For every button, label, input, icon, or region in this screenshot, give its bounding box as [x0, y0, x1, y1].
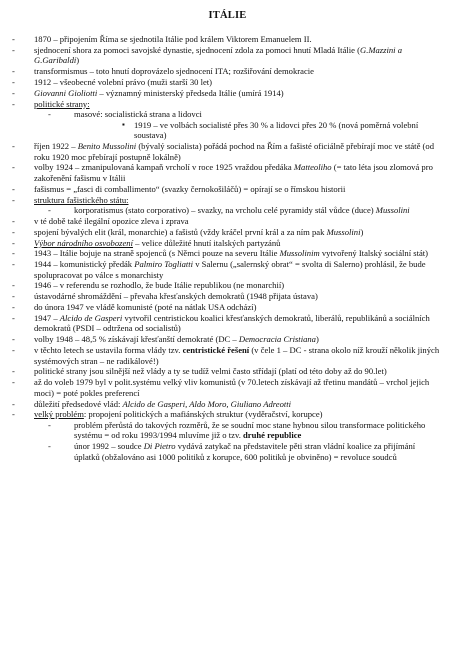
- sub-list-item: - únor 1992 – soudce Di Pietro vydává zatykač na představitele pěti stran vládní koalice za přijímání úplatků (obžalováno asi 1000 politiků z korupce, 600 politiků je obviněno) = revoluce soudců: [34, 441, 442, 462]
- sub-list-item: - masové: socialistická strana a lidovci ▪ 1919 – ve volbách socialisté přes 30 % a lidovci přes 20 % (nová poměrná volební soustava): [34, 109, 442, 141]
- list-item: - ústavodárné shromáždění – převaha křesťanských demokratů (1948 přijata ústava): [12, 291, 442, 302]
- list-item: - v těchto letech se ustavila forma vlády tzv. centristické řešení (v čele 1 – DC - strana okolo níž krouží několik jiných systémových stran – ne radikálové!): [12, 345, 442, 366]
- list-item: - 1947 – Alcido de Gasperi vytvořil centristickou koalici křesťanských demokratů, liberálů, republikánů a sociálních demokratů (PSDI – odtržena od socialistů): [12, 313, 442, 334]
- list-item: - důležití předsedové vlád: Alcido de Gasperi, Aldo Moro, Giuliano Adreotti: [12, 399, 442, 410]
- list-item: - struktura fašistického státu: - korporatismus (stato corporativo) – svazky, na vrcholu celé pyramidy stál vůdce (duce) Mussolini: [12, 195, 442, 216]
- sub-list-item: - problém přerůstá do takových rozměrů, že se soudní moc stane hybnou silou transformace politického systému = od roku 1993/1994 mluvíme již o tzv. druhé republice: [34, 420, 442, 441]
- list-item: - transformismus – toto hnutí doprovázelo sjednocení ITA; rozšiřování demokracie: [12, 66, 442, 77]
- sub-list: [34, 205, 442, 216]
- list-item: - až do voleb 1979 byl v polit.systému velký vliv komunistů (v 70.letech získávají až třetinu mandátů – vrchol jejich moci) = poté pokles preferencí: [12, 377, 442, 398]
- list-item: - Výbor národního osvobození – velice důležité hnutí italských partyzánů: [12, 238, 442, 249]
- list-item: - do února 1947 ve vládě komunisté (poté na nátlak USA odchází): [12, 302, 442, 313]
- document-title: ITÁLIE: [208, 10, 247, 21]
- list-item: - Giovanni Gioliotti – významný ministerský předseda Itálie (umírá 1914): [12, 88, 442, 99]
- list-item: - v té době také ilegální opozice zleva i zprava: [12, 216, 442, 227]
- sub-list: [34, 109, 442, 141]
- list-item: - politické strany: - masové: socialistická strana a lidovci ▪ 1919 – ve volbách socialisté přes 30 % a lidovci přes 20 % (nová poměrná volební soustava): [12, 99, 442, 141]
- sub-list: [34, 420, 442, 462]
- list-item: - 1912 – všeobecné volební právo (muži starší 30 let): [12, 77, 442, 88]
- bullet-list: [12, 34, 442, 462]
- list-item: - volby 1948 – 48,5 % získávají křesťanští demokraté (DC – Democracia Cristiana): [12, 334, 442, 345]
- list-item: - velký problém: propojení politických a mafiánských struktur (vyděračství, korupce) - problém přerůstá do takových rozměrů, že se soudní moc stane hybnou silou transformace politického systému = od roku 1993/1994 mluvíme již o tzv. druhé republice - únor 1992 – soudce Di Pietro vydává zatykač na představitele pěti stran vládní koalice za přijímání úplatků (obžalováno asi 1000 politiků z korupce, 600 politiků je obviněno) = revoluce soudců: [12, 409, 442, 462]
- list-item: - 1943 – Itálie bojuje na straně spojenců (s Němci pouze na severu Itálie Mussolinim vytvořený Italský sociální stát): [12, 248, 442, 259]
- list-item: - 1946 – v referendu se rozhodlo, že bude Itálie republikou (ne monarchií): [12, 280, 442, 291]
- sub-sub-list: [74, 120, 442, 141]
- list-item: - politické strany jsou silnější než vlády a ty se tudíž velmi často střídají (platí od této doby až do 90.let): [12, 366, 442, 377]
- list-item: - říjen 1922 – Benito Mussolini (bývalý socialista) pořádá pochod na Řím a fašisté oficiálně přebírají moc ve státě (od roku 1920 moc přebírají postupně lokálně): [12, 141, 442, 162]
- list-item: - volby 1924 – zmanipulovaná kampaň vrcholí v roce 1925 vraždou předáka Matteoliho (= tato léta jsou zlomová pro zakořenění fašismu v Itálii: [12, 162, 442, 183]
- list-item: - fašismus = „fasci di comballimento“ (svazky černokošiláčů) = opírají se o římskou historii: [12, 184, 442, 195]
- list-item: - sjednocení shora za pomoci savojské dynastie, sjednocení zdola za pomoci hnutí Mladá Itálie (G.Mazzini a G.Garibaldi): [12, 45, 442, 66]
- list-item: - 1944 – komunistický předák Palmiro Togliatti v Salernu („salernský obrat“ = svolta di Salerno) prohlásil, že bude spolupracovat po válce s monarchisty: [12, 259, 442, 280]
- sub-list-item: - korporatismus (stato corporativo) – svazky, na vrcholu celé pyramidy stál vůdce (duce) Mussolini: [34, 205, 442, 216]
- sub-sub-list-item: ▪ 1919 – ve volbách socialisté přes 30 % a lidovci přes 20 % (nová poměrná volební soustava): [74, 120, 442, 141]
- list-item: - 1870 – připojením Říma se sjednotila Itálie pod králem Viktorem Emanuelem II.: [12, 34, 442, 45]
- list-item: - spojení bývalých elit (král, monarchie) a fašistů (vždy kráčel první král a za ním pak Mussolini): [12, 227, 442, 238]
